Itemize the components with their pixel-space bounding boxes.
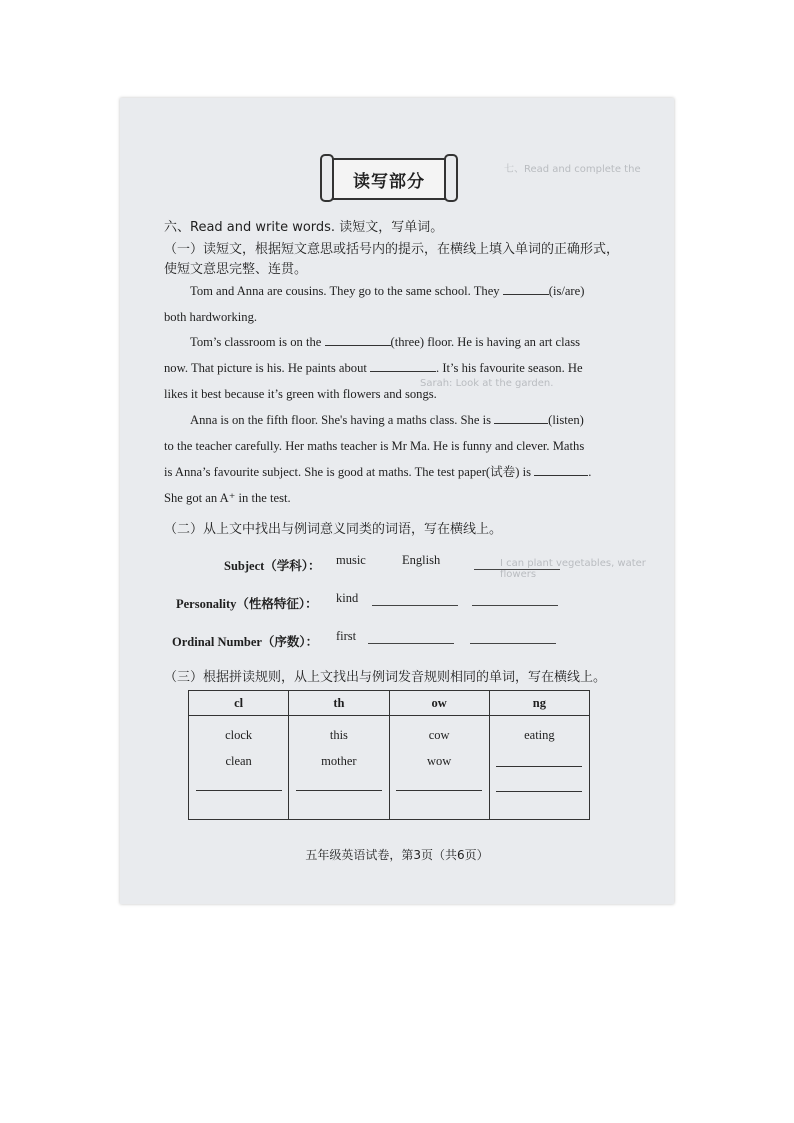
para2-text-1: Tom’s classroom is on the bbox=[190, 335, 322, 349]
para2-text-2: now. That picture is his. He paints about bbox=[164, 361, 367, 375]
question-title: 六、Read and write words. 读短文，写单词。 bbox=[164, 220, 444, 235]
answer-blank-2[interactable] bbox=[325, 332, 391, 346]
para3-text-2: to the teacher carefully. Her maths teacher is Mr Ma. He is funny and clever. Maths bbox=[164, 439, 585, 453]
example-word: eating bbox=[524, 728, 555, 742]
ordinal-example-1: first bbox=[336, 629, 357, 643]
part3-instruction: （三）根据拼读规则，从上文找出与例词发音规则相同的单词，写在横线上。 bbox=[164, 670, 607, 685]
col-header-ng: ng bbox=[489, 691, 589, 716]
col-header-ow: ow bbox=[389, 691, 489, 716]
para1-hint: (is/are) bbox=[548, 284, 585, 298]
paragraph-1 bbox=[164, 278, 634, 330]
answer-line[interactable] bbox=[496, 781, 582, 792]
para1-text-2: both hardworking. bbox=[164, 310, 258, 324]
personality-answer-line-1[interactable] bbox=[372, 604, 458, 606]
part2-instruction: （二）从上文中找出与例词意义同类的词语，写在横线上。 bbox=[164, 522, 503, 537]
answer-blank-4[interactable] bbox=[494, 410, 548, 424]
col-cl-cell bbox=[189, 716, 289, 820]
para3-text-5: She got an A⁺ in the test. bbox=[164, 491, 291, 505]
personality-label: Personality（性格特征）： bbox=[176, 597, 318, 611]
answer-blank-3[interactable] bbox=[370, 358, 436, 372]
col-header-th: th bbox=[289, 691, 389, 716]
answer-blank-1[interactable] bbox=[503, 281, 549, 295]
section-banner bbox=[332, 158, 446, 200]
example-word: cow bbox=[428, 728, 450, 742]
example-word: wow bbox=[426, 754, 452, 768]
part1-instruction: （一）读短文，根据短文意思或括号内的提示，在横线上填入单词的正确形式，使短文意思完整、连贯。 bbox=[164, 242, 620, 277]
exam-page bbox=[120, 98, 674, 904]
para2-text-3: . It’s his favourite season. He bbox=[436, 361, 583, 375]
answer-blank-5[interactable] bbox=[534, 462, 588, 476]
example-word: clock bbox=[225, 728, 253, 742]
subject-answer-line[interactable] bbox=[474, 568, 560, 570]
para3-text-1: Anna is on the fifth floor. She's having a maths class. She is bbox=[190, 413, 491, 427]
answer-line[interactable] bbox=[396, 780, 482, 791]
para3-text-3: is Anna’s favourite subject. She is good at maths. The test paper(试卷) is bbox=[164, 465, 532, 479]
col-header-cl: cl bbox=[189, 691, 289, 716]
bleed-through-text: 七、Read and complete the bbox=[504, 164, 641, 175]
bleed-through-text: I can plant vegetables, water flowers bbox=[500, 558, 646, 580]
bleed-through-text: Sarah: Look at the garden. bbox=[420, 378, 554, 389]
para3-hint: (listen) bbox=[548, 413, 584, 427]
answer-line[interactable] bbox=[496, 756, 582, 767]
paragraph-2 bbox=[164, 329, 634, 407]
example-word: clean bbox=[225, 754, 252, 768]
col-ow-cell bbox=[389, 716, 489, 820]
col-th-cell bbox=[289, 716, 389, 820]
section-banner-text: 读写部分 bbox=[353, 171, 425, 192]
para2-hint: (three) floor. He is having an art class bbox=[390, 335, 581, 349]
answer-line[interactable] bbox=[296, 780, 382, 791]
ordinal-answer-line-1[interactable] bbox=[368, 642, 454, 644]
page-footer: 五年级英语试卷，第3页（共6页） bbox=[305, 848, 489, 862]
example-word: mother bbox=[321, 754, 357, 768]
answer-line[interactable] bbox=[196, 780, 282, 791]
ordinal-label: Ordinal Number（序数）： bbox=[172, 635, 319, 649]
para2-text-4: likes it best because it’s green with flowers and songs. bbox=[164, 387, 437, 401]
subject-label: Subject（学科）： bbox=[224, 559, 321, 573]
personality-example-1: kind bbox=[336, 591, 359, 605]
para3-text-4: . bbox=[588, 465, 592, 479]
phonics-table bbox=[188, 690, 590, 820]
col-ng-cell bbox=[489, 716, 589, 820]
paragraph-3 bbox=[164, 407, 634, 511]
ordinal-answer-line-2[interactable] bbox=[470, 642, 556, 644]
subject-example-2: English bbox=[402, 553, 441, 567]
example-word: this bbox=[329, 728, 348, 742]
para1-text-1: Tom and Anna are cousins. They go to the same school. They bbox=[190, 284, 500, 298]
subject-example-1: music bbox=[336, 553, 366, 567]
personality-answer-line-2[interactable] bbox=[472, 604, 558, 606]
